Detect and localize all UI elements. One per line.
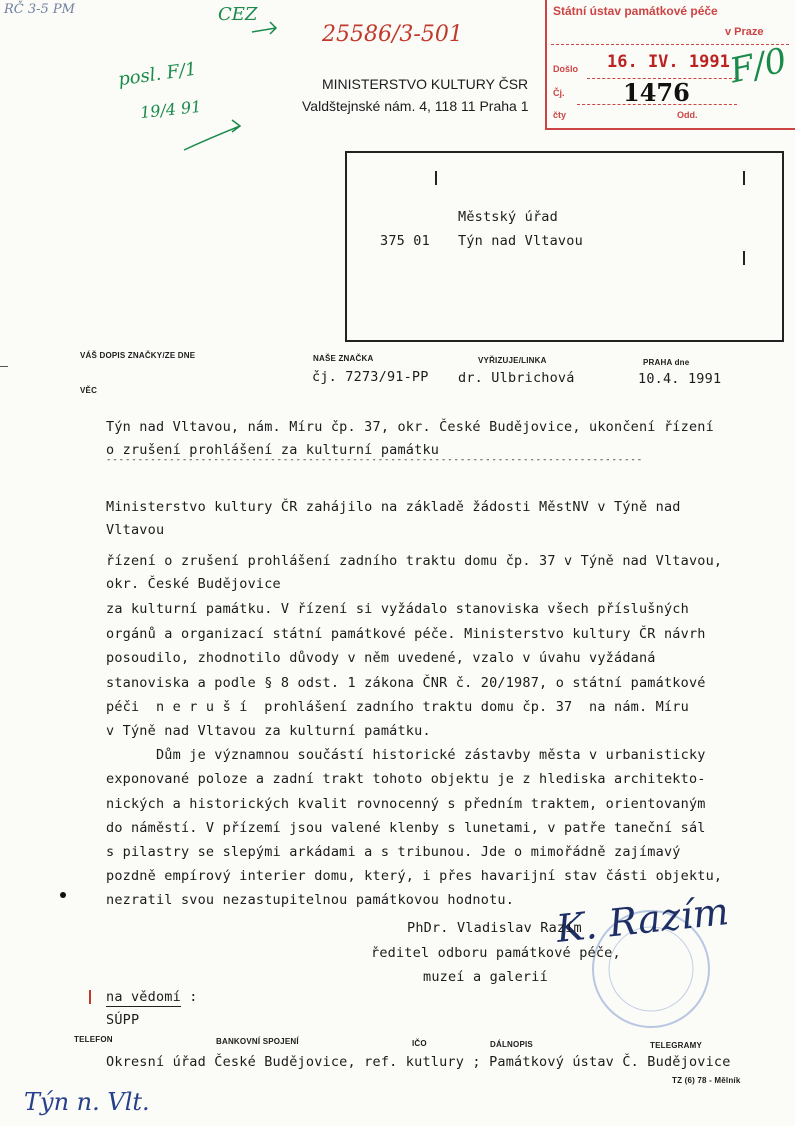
handwritten-bottom-left: Týn n. Vlt. — [24, 1088, 150, 1116]
label-place-date: PRAHA dne — [643, 358, 690, 367]
body-line: do náměstí. V přízemí jsou valené klenby s lunetami, v patře taneční sál — [106, 820, 706, 836]
body-line: posoudilo, zhodnotilo důvody v něm uvedené, vzalo v úvahu vyžádaná — [106, 650, 656, 666]
recipient-name: Městský úřad — [458, 209, 558, 225]
stamp-number: 1476 — [623, 78, 690, 107]
subject-line-1: Týn nad Vltavou, nám. Míru čp. 37, okr. České Budějovice, ukončení řízení — [106, 419, 714, 435]
ministry-name: MINISTERSTVO KULTURY ČSR — [322, 76, 529, 92]
label-handled-by: VYŘIZUJE/LINKA — [478, 356, 547, 365]
body-line: stanoviska a podle § 8 odst. 1 zákona ČNR č. 20/1987, o státní památkové — [106, 675, 706, 691]
stamp-handwritten-mark: F/0 — [726, 40, 791, 92]
handwritten-file-number: 25586/3-501 — [322, 22, 463, 47]
our-reference: čj. 7273/91-PP — [312, 369, 429, 385]
handwritten-cez: CEZ — [218, 4, 258, 25]
footer-bank-label: BANKOVNÍ SPOJENÍ — [216, 1037, 299, 1046]
signer-name: PhDr. Vladislav Razím — [407, 920, 582, 936]
recipient-box — [345, 151, 784, 342]
stamp-institution: Státní ústav památkové péče — [553, 4, 718, 18]
body-line: za kulturní památku. V řízení si vyžádalo stanoviska všech příslušných — [106, 601, 689, 617]
signature-image: K. Razím — [554, 889, 731, 951]
body-line: okr. České Budějovice — [106, 576, 281, 592]
cez-arrow-icon — [250, 18, 280, 38]
handwritten-left-date: 19/4 91 — [139, 96, 203, 123]
handwritten-left-note: posl. F/1 — [116, 58, 198, 91]
body-line: Ministerstvo kultury ČR zahájilo na základě žádosti MěstNV v Týně nad — [106, 499, 681, 515]
body-line: Vltavou — [106, 522, 165, 538]
stamp-cj-label: Čj. — [553, 88, 565, 98]
body-line: pozdně empírový interier domu, který, i přes havarijní stav části objektu, — [106, 868, 723, 884]
left-note-arrow-icon — [180, 108, 250, 158]
label-your-letter: VÁŠ DOPIS ZNAČKY/ZE DNE — [80, 351, 196, 360]
recipient-postal-code: 375 01 — [380, 233, 430, 249]
signer-title-2: muzeí a galerií — [423, 969, 548, 985]
letter-date: 10.4. 1991 — [638, 371, 722, 387]
footer-telegram-label: TELEGRAMY — [650, 1041, 703, 1050]
stamp-cty-label: čty — [553, 110, 567, 120]
footer-telex-label: DÁLNOPIS — [490, 1040, 533, 1049]
body-line: Dům je významnou součástí historické zástavby města v urbanisticky — [106, 747, 706, 763]
stamp-city: v Praze — [725, 26, 764, 38]
body-line: nických a historických kvalit rovnocenný s předním traktem, orientovaným — [106, 796, 706, 812]
handled-by: dr. Ulbrichová — [458, 370, 575, 386]
label-subject: VĚC — [80, 386, 98, 395]
body-line: nezratil svou nezastupitelnou památkovou hodnotu. — [106, 892, 515, 908]
subject-rule: ------------------------------------------------------------------------------------- — [106, 455, 644, 465]
stamp-date: 16. IV. 1991 — [607, 52, 730, 72]
body-line: řízení o zrušení prohlášení zadního traktu domu čp. 37 v Týně nad Vltavou, — [106, 553, 723, 569]
body-line: exponované poloze a zadní trakt tohoto objektu je z hlediska architekto- — [106, 771, 706, 787]
recipient-city: Týn nad Vltavou — [458, 233, 583, 249]
stamp-odd-label: Odd. — [677, 110, 698, 120]
ministry-address: Valdštejnské nám. 4, 118 11 Praha 1 — [302, 98, 529, 114]
subject-line-2: o zrušení prohlášení za kulturní památku — [106, 442, 440, 458]
stamp-date-label: Došlo — [553, 64, 579, 74]
cc-item-1: SÚPP — [106, 1012, 140, 1028]
footer-phone-label: TELEFON — [74, 1035, 113, 1044]
body-line: s pilastry se slepými arkádami a s tribunou. Jde o mimořádně zajímavý — [106, 844, 681, 860]
cc-label: na vědomí : — [106, 989, 198, 1005]
print-code: TZ (6) 78 - Mělník — [672, 1076, 741, 1085]
top-left-note: RČ 3-5 PM — [4, 2, 75, 17]
signer-title-1: ředitel odboru památkové péče, — [371, 945, 621, 961]
footer-ico-label: IČO — [412, 1039, 427, 1048]
body-line: v Týně nad Vltavou za kulturní památku. — [106, 723, 431, 739]
label-our-ref: NAŠE ZNAČKA — [313, 354, 374, 363]
body-line: orgánů a organizací státní památkové péče. Ministerstvo kultury ČR návrh — [106, 626, 706, 642]
cc-line: Okresní úřad České Budějovice, ref. kutlury ; Památkový ústav Č. Budějovice — [106, 1054, 731, 1070]
body-line: péči n e r u š í prohlášení zadního traktu domu čp. 37 na nám. Míru — [106, 699, 689, 715]
